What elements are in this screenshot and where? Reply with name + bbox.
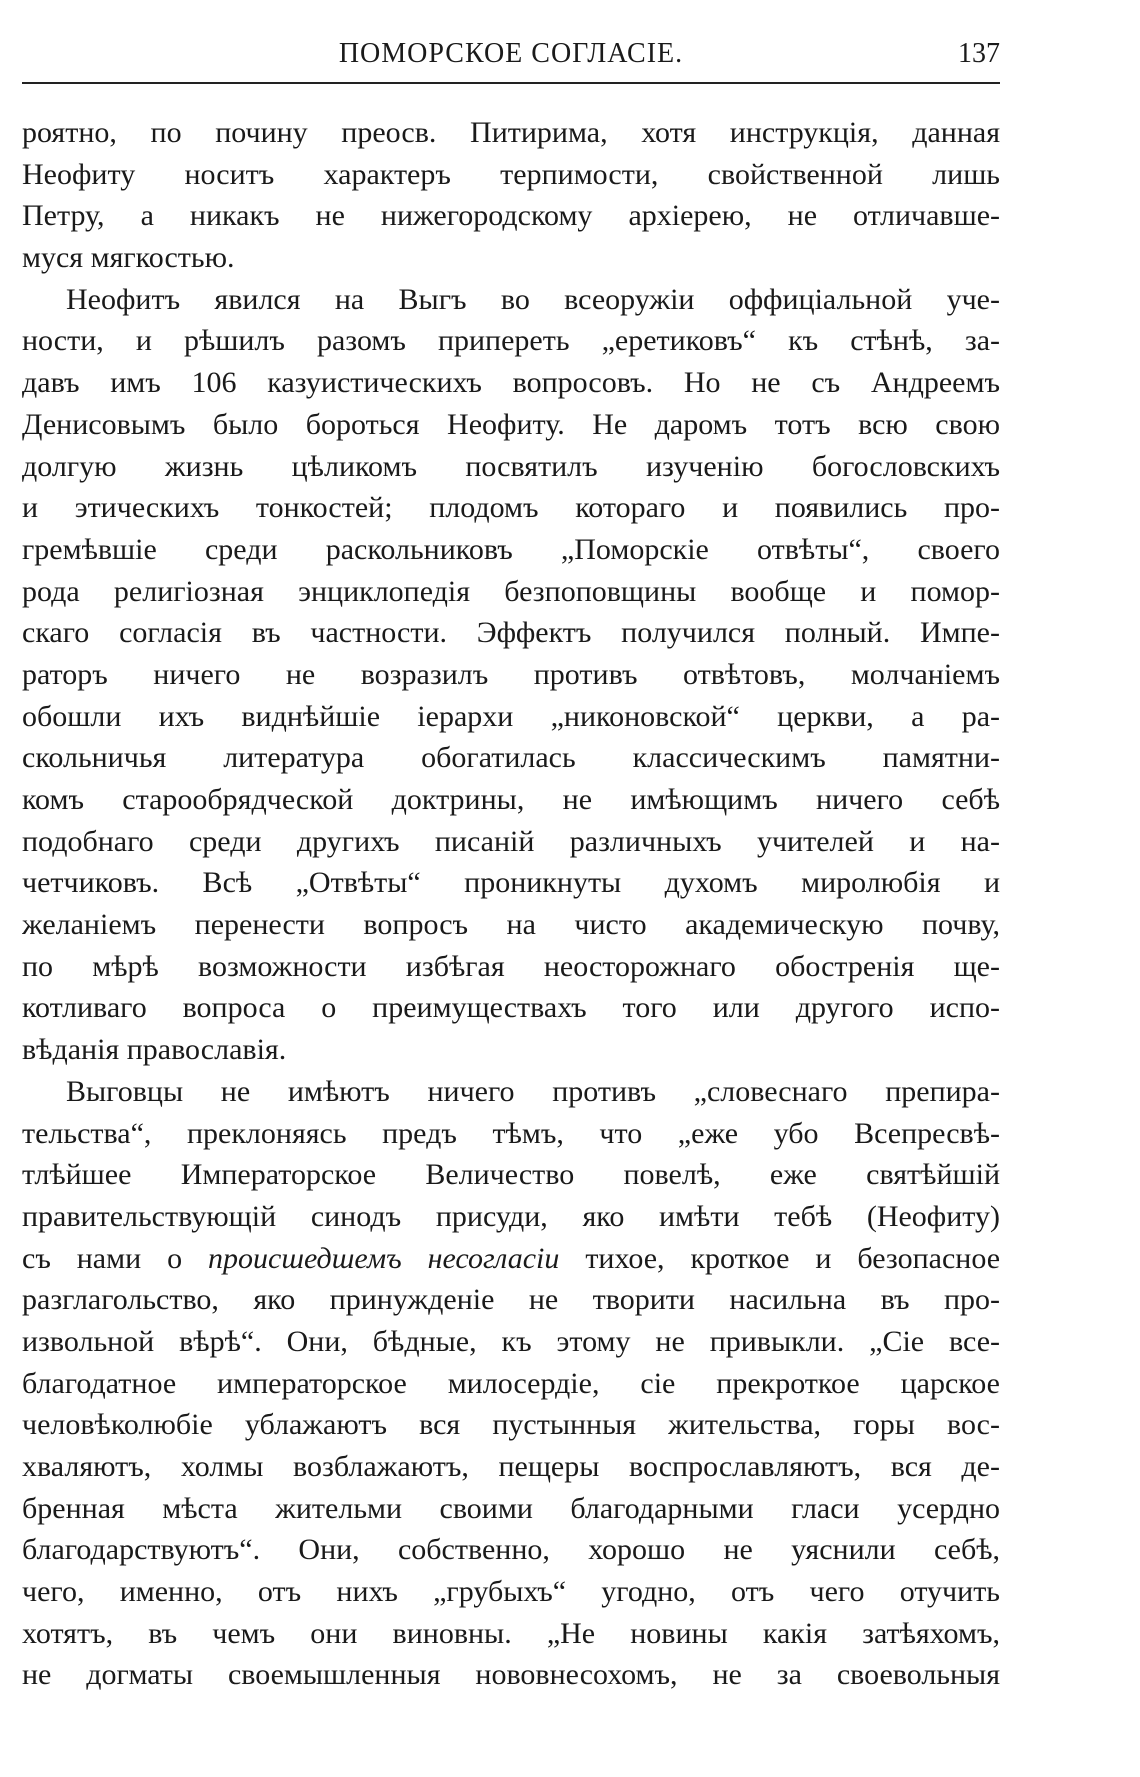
text-line: подобнаго среди другихъ писаній различныхъ учителей и на- [22, 824, 1000, 858]
italic-phrase: происшедшемъ несогласіи [208, 1241, 560, 1275]
text-line-with-italic [22, 1238, 1000, 1280]
page-number: 137 [958, 38, 1000, 69]
text-line: тельства“, преклоняясь предъ тѣмъ, что „еже убо Всепресвѣ- [22, 1116, 1000, 1150]
text-line: чего, именно, отъ нихъ „грубыхъ“ угодно, отъ чего отучить [22, 1575, 1000, 1609]
paragraph-first-line: Выговцы не имѣютъ ничего противъ „словеснаго препира- [66, 1074, 1000, 1108]
text-line: разглагольство, яко принужденіе не творити насильна въ про- [22, 1283, 1000, 1317]
text-line: по мѣрѣ возможности избѣгая неосторожнаго обостренія ще- [22, 949, 1000, 983]
text-segment: тихое, кроткое и безопасное [585, 1241, 1000, 1275]
text-line: Петру, а никакъ не нижегородскому архіерею, не отличавше- [22, 199, 1000, 233]
text-line: раторъ ничего не возразилъ противъ отвѣтовъ, молчаніемъ [22, 657, 1000, 691]
text-line: благодатное императорское милосердіе, сіе прекроткое царское [22, 1366, 1000, 1400]
text-line: роятно, по почину преосв. Питирима, хотя инструкція, данная [22, 116, 1000, 149]
text-line: рода религіозная энциклопедія безпоповщины вообще и помор- [22, 574, 1000, 608]
text-line: котливаго вопроса о преимуществахъ того или другого испо- [22, 991, 1000, 1025]
text-line: ности, и рѣшилъ разомъ припереть „еретиковъ“ къ стѣнѣ, за- [22, 324, 1000, 358]
text-line: желаніемъ перенести вопросъ на чисто академическую почву, [22, 908, 1000, 942]
text-line: человѣколюбіе ублажаютъ вся пустынныя жительства, горы вос- [22, 1408, 1000, 1442]
paragraph-first-line: Неофитъ явился на Выгъ во всеоружіи оффиціальной уче- [66, 282, 1000, 316]
body-text [22, 112, 1000, 1696]
text-segment: съ нами о [22, 1241, 183, 1275]
running-header [22, 38, 1000, 86]
text-line: хотятъ, въ чемъ они виновны. „Не новины какія затѣяхомъ, [22, 1616, 1000, 1650]
text-line: долгую жизнь цѣликомъ посвятилъ изученію богословскихъ [22, 449, 1000, 483]
running-title: ПОМОРСКОЕ СОГЛАСІЕ. [338, 38, 684, 69]
text-line: гремѣвшіе среди раскольниковъ „Поморскіе отвѣты“, своего [22, 532, 1000, 566]
text-line: благодарствуютъ“. Они, собственно, хорошо не уяснили себѣ, [22, 1533, 1000, 1567]
text-line: правительствующій синодъ присуди, яко имѣти тебѣ (Неофиту) [22, 1199, 1000, 1233]
text-line: давъ имъ 106 казуистическихъ вопросовъ. Но не съ Андреемъ [22, 366, 1000, 400]
text-line: муся мягкостью. [22, 241, 235, 275]
text-line: хваляютъ, холмы возблажаютъ, пещеры воспрославляютъ, вся де- [22, 1450, 1000, 1483]
text-line: четчиковъ. Всѣ „Отвѣты“ проникнуты духомъ миролюбія и [22, 866, 1000, 900]
text-line: и этическихъ тонкостей; плодомъ котораго и появились про- [22, 491, 1000, 525]
text-line: обошли ихъ виднѣйшіе іерархи „никоновской“ церкви, а ра- [22, 699, 1000, 733]
text-line: Денисовымъ было бороться Неофиту. Не даромъ тотъ всю свою [22, 407, 1000, 441]
text-line: комъ старообрядческой доктрины, не имѣющимъ ничего себѣ [22, 783, 1000, 816]
text-line: тлѣйшее Императорское Величество повелѣ, еже святѣйшій [22, 1158, 1000, 1192]
text-line: извольной вѣрѣ“. Они, бѣдные, къ этому не привыкли. „Сіе все- [22, 1324, 1000, 1358]
text-line: скольничья литература обогатилась классическимъ памятни- [22, 741, 1000, 775]
text-line: бренная мѣста жительми своими благодарными гласи усердно [22, 1491, 1000, 1525]
header-rule [22, 82, 1000, 84]
text-line: не догматы своемышленныя нововнесохомъ, не за своевольныя [22, 1658, 1000, 1692]
text-line: вѣданія православія. [22, 1033, 287, 1067]
text-line: скаго согласія въ частности. Эффектъ получился полный. Импе- [22, 616, 1000, 650]
text-line: Неофиту носитъ характеръ терпимости, свойственной лишь [22, 157, 1000, 191]
